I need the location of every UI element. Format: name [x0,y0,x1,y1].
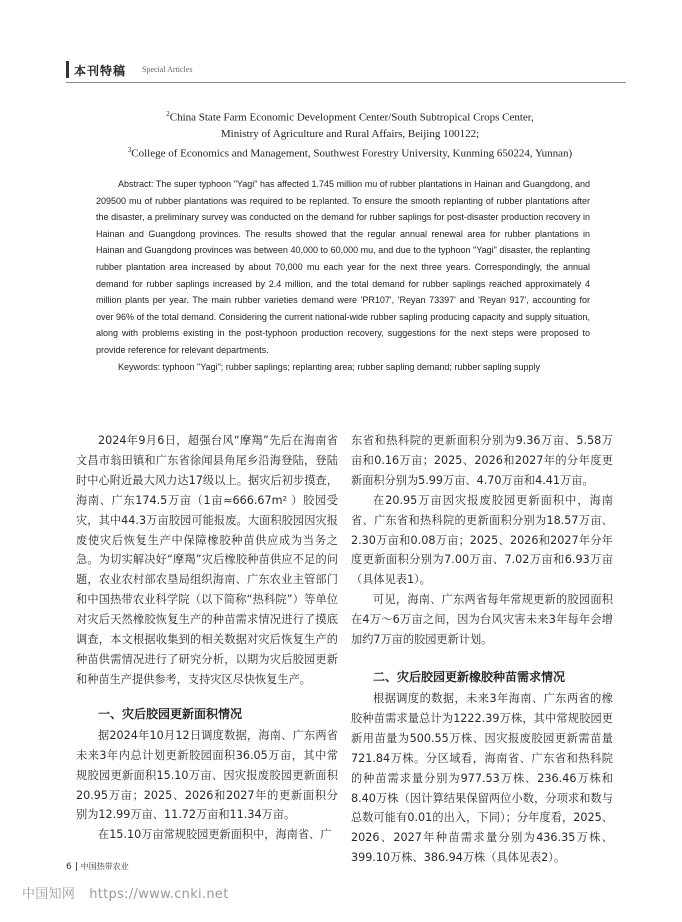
paragraph: 在15.10万亩常规胶园更新面积中，海南省、广 [98,828,332,842]
affiliations [100,106,600,161]
header-rule [66,82,626,83]
watermark [22,883,229,902]
section-header [66,60,626,82]
paragraph: 据2024年10月12日调度数据，海南、广东两省未来3年内总计划更新胶园面积36.05万亩，其中常规胶园更新面积15.10万亩、因灾报废胶园更新面积20.95万亩；2025、2026和2027年的更新面积分别为12.99万亩、11.72万亩和11.34万亩。 [76,728,338,822]
keywords: Keywords: typhoon "Yagi"; rubber saplings; replanting area; rubber sapling demand; rubber sapling supply [118,361,540,372]
section-heading: 一、灾后胶园更新面积情况 [98,706,243,721]
abstract-text: Abstract: The super typhoon "Yagi" has affected 1.745 million mu of rubber plantations in Hainan and Guangdong, and 209500 mu of rubber plantations was required to be replanted. To ensure the smooth replanting of rubber plantations after the disaster, a preliminary survey was conducted on the demand for rubber saplings for post-disaster production recovery in Hainan and Guangdong provinces. The results showed that the regular annual renewal area for rubber plantations in Hainan and Guangdong provinces was between 40,000 to 60,000 mu, and due to the typhoon "Yagi" disaster, the replanting rubber plantation area increased by about 70,000 mu each year for the next three years. Correspondingly, the annual demand for rubber saplings increased by 2.4 million, and the total demand for rubber saplings reached approximately 4 million plants per year. The main rubber varieties demand were 'PR107', 'Reyan 73397' and 'Reyan 917', accounting for over 96% of the total demand. Considering the current national-wide rubber sapling producing capacity and supply situation, along with problems existing in the post-typhoon production recovery, suggestions for the next steps were proposed to provide reference for relevant departments. [96,179,590,355]
affiliation-line-3: $^3$College of Economics and Management, Southwest Forestry University, Kunming 650224, Yunnan) [127,145,573,160]
paragraph: 2024年9月6日，超强台风“摩羯”先后在海南省文昌市翁田镇和广东省徐闻县角尾乡沿海登陆，登陆时中心附近最大风力达17级以上。据灾后初步摸查，海南、广东174.5万亩（1亩≈666.67m² ）胶园受灾，其中44.3万亩胶园可能报废。大面积胶园因灾报废使灾后恢复生产中保障橡胶种苗供应成为当务之急。为切实解决好“摩羯”灾后橡胶种苗供应不足的问题，农业农村部农垦局组织海南、广东农业主管部门和中国热带农业科学院（以下简称“热科院”）等单位对灾后天然橡胶恢复生产的种苗需求情况进行了摸底调查，本文根据收集到的相关数据对灾后恢复生产的种苗供需情况进行了研究分析，以期为灾后胶园更新和种苗生产提供参考，支持灾区尽快恢复生产。 [76,434,338,686]
section-title-cn: 本刊特稿 [74,64,127,78]
section-title-en: Special Articles [142,65,193,74]
header-accent-bar [66,61,69,78]
paragraph: 根据调度的数据，未来3年海南、广东两省的橡胶种苗需求量总计为1222.39万株，其中常规胶园更新用苗量为500.55万株、因灾报废胶园更新需苗量721.84万株。分区域看，海南省、广东省和热科院的种苗需求量分别为977.53万株、236.46万株和8.40万株（因计算结果保留两位小数，分项求和数与总数可能有0.01的出入，下同）；分年度看，2025、2026、2027年种苗需求量分别为436.35万株、399.10万株、386.94万株（具体见表2）。 [351,691,613,865]
paragraph: 可见，海南、广东两省每年常规更新的胶园面积在4万～6万亩之间，因为台风灾害未来3年每年会增加约7万亩的胶园更新计划。 [351,593,613,647]
page-footer [66,861,129,872]
page-number: 6 [66,862,72,872]
journal-name: 中国热带农业 [80,862,129,871]
affiliation-line-2: Ministry of Agriculture and Rural Affairs, Beijing 100122; [220,127,480,140]
watermark-url: https://www.cnki.net [89,887,229,902]
footer-divider [76,862,77,871]
watermark-brand: 中国知网 [22,887,76,902]
abstract [96,176,590,375]
section-heading: 二、灾后胶园更新橡胶种苗需求情况 [373,669,566,684]
body-column-right [351,431,613,868]
paragraph: 在20.95万亩因灾报废胶园更新面积中，海南省、广东省和热科院的更新面积分别为18.57万亩、2.30万亩和0.08万亩；2025、2026和2027年分年度更新面积分别为7.00万亩、7.02万亩和6.93万亩（具体见表1）。 [351,493,613,587]
body-column-left [76,431,338,845]
affiliation-line-1: $^2$China State Farm Economic Development Center/South Subtropical Crops Center, [166,110,534,124]
paragraph: 东省和热科院的更新面积分别为9.36万亩、5.58万亩和0.16万亩；2025、2026和2027年的分年度更新面积分别为5.99万亩、4.70万亩和4.41万亩。 [351,434,613,487]
